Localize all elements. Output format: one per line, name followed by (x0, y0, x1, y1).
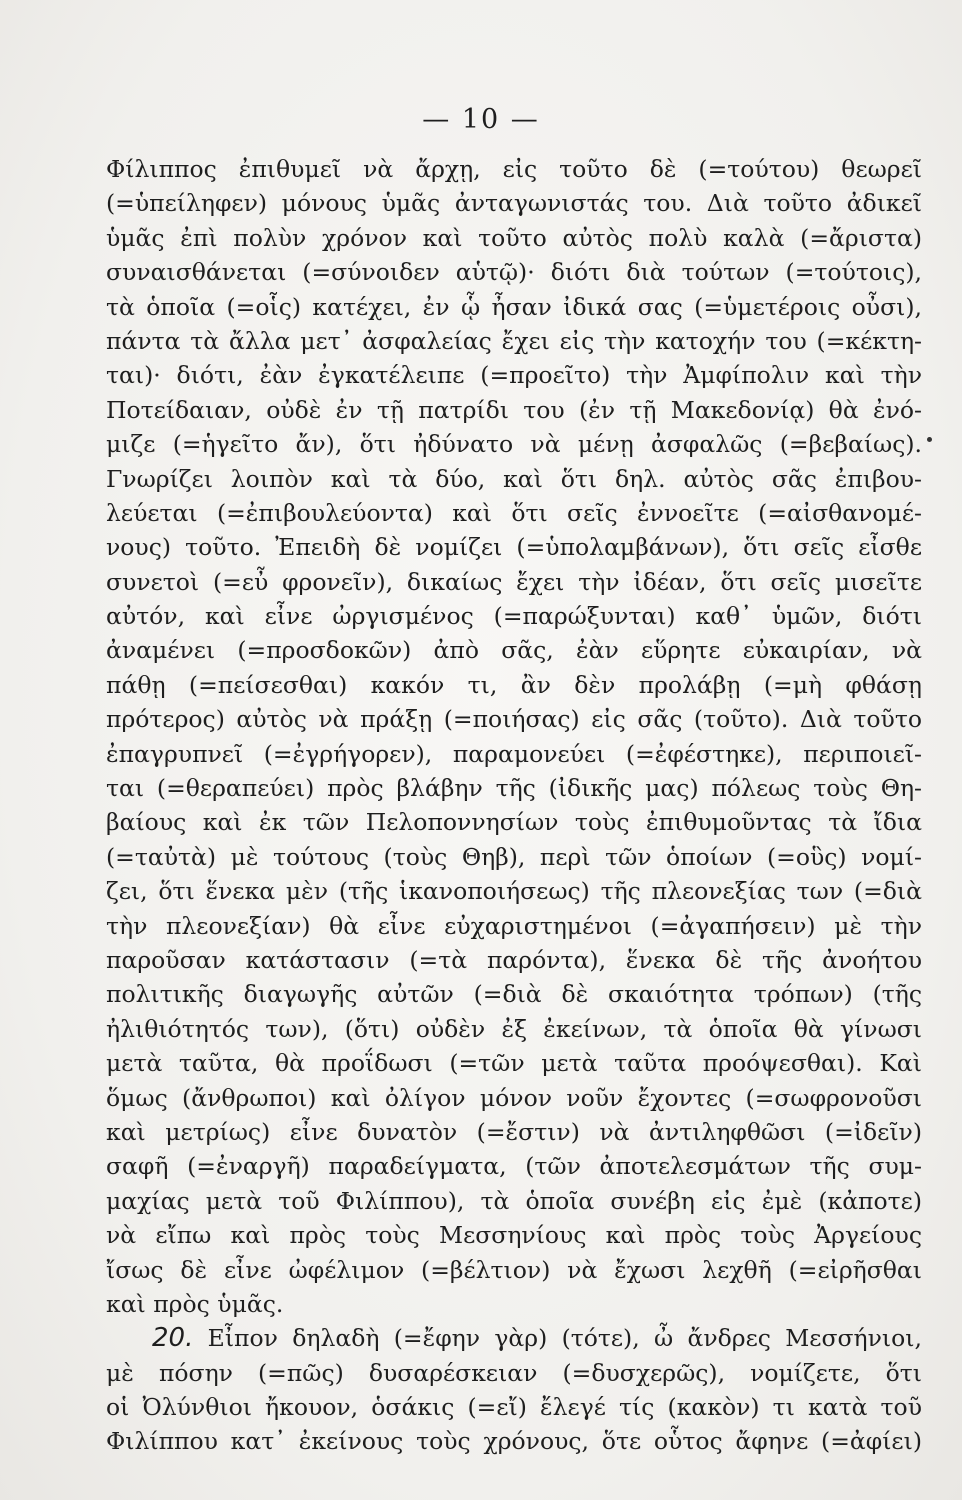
ink-speck (927, 437, 932, 442)
text-line: Φιλίππου κατ᾽ ἐκείνους τοὺς χρόνους, ὅτε οὗτος ἄφηνε (=ἀφίει) (106, 1427, 922, 1456)
text-line: Ποτείδαιαν, οὐδὲ ἐν τῇ πατρίδι του (ἐν τῇ Μακεδονίᾳ) θὰ ἐνό- (106, 395, 922, 424)
text-line: τὴν πλεονεξίαν) θὰ εἶνε εὐχαριστημένοι (=ἀγαπήσειν) μὲ τὴν (106, 911, 922, 940)
text-line: λεύεται (=ἐπιβουλεύοντα) καὶ ὅτι σεῖς ἐννοεῖτε (=αἰσθανομέ- (106, 498, 922, 527)
text-line: μαχίας μετὰ τοῦ Φιλίππου), τὰ ὁποῖα συνέβη εἰς ἐμὲ (κἀποτε) (106, 1186, 922, 1215)
text-line: πάντα τὰ ἄλλα μετ᾽ ἀσφαλείας ἔχει εἰς τὴν κατοχήν του (=κέκτη- (106, 326, 922, 355)
text-line: νὰ εἴπω καὶ πρὸς τοὺς Μεσσηνίους καὶ πρὸς τοὺς Ἀργείους (106, 1221, 922, 1250)
text-line: πρότερος) αὐτὸς νὰ πράξῃ (=ποιήσας) εἰς σᾶς (τοῦτο). Διὰ τοῦτο (106, 705, 922, 734)
text-line: ἴσως δὲ εἶνε ὠφέλιμον (=βέλτιον) νὰ ἔχωσι λεχθῆ (=εἰρῆσθαι (106, 1255, 922, 1284)
text-line: καὶ πρὸς ὑμᾶς. (106, 1289, 284, 1318)
text-line: ται (=θεραπεύει) πρὸς βλάβην τῆς (ἰδικῆς μας) πόλεως τοὺς Θη- (106, 774, 922, 803)
text-line: ται)· διότι, ἐὰν ἐγκατέλειπε (=προεῖτο) τὴν Ἀμφίπολιν καὶ τὴν (106, 361, 922, 390)
text-line: πάθῃ (=πείσεσθαι) κακόν τι, ἂν δὲν προλάβῃ (=μὴ φθάσῃ (106, 670, 922, 699)
text-line: βαίους καὶ ἐκ τῶν Πελοποννησίων τοὺς ἐπιθυμοῦντας τὰ ἴδια (106, 808, 922, 837)
text-line: αὐτόν, καὶ εἶνε ὠργισμένος (=παρώξυνται) καθ᾽ ὑμῶν, διότι (106, 602, 922, 631)
text-line: συνετοὶ (=εὖ φρονεῖν), δικαίως ἔχει τὴν ἰδέαν, ὅτι σεῖς μισεῖτε (106, 567, 922, 596)
text-line: Γνωρίζει λοιπὸν καὶ τὰ δύο, καὶ ὅτι δηλ. αὐτὸς σᾶς ἐπιβου- (106, 464, 922, 493)
text-line: τὰ ὁποῖα (=οἷς) κατέχει, ἐν ᾧ ἦσαν ἰδικά σας (=ὑμετέροις οὖσι), (106, 292, 922, 321)
text-line: πολιτικῆς διαγωγῆς αὐτῶν (=διὰ δὲ σκαιότητα τρόπων) (τῆς (106, 980, 922, 1009)
text-line: νους) τοῦτο. Ἐπειδὴ δὲ νομίζει (=ὑπολαμβάνων), ὅτι σεῖς εἶσθε (106, 533, 922, 562)
text-line: ζει, ὅτι ἕνεκα μὲν (τῆς ἱκανοποιήσεως) τῆς πλεονεξίας των (=διὰ (106, 877, 922, 906)
section-number: 20. (152, 1323, 194, 1354)
text-line: ὑμᾶς ἐπὶ πολὺν χρόνον καὶ τοῦτο αὐτὸς πολὺ καλὰ (=ἄριστα) (106, 223, 922, 252)
page-number: — 10 — (422, 104, 540, 135)
text-line: καὶ μετρίως) εἶνε δυνατὸν (=ἔστιν) νὰ ἀντιληφθῶσι (=ἰδεῖν) (106, 1117, 922, 1146)
text-line: (=ταὐτὰ) μὲ τούτους (τοὺς Θηβ), περὶ τῶν ὁποίων (=οὓς) νομί- (106, 842, 922, 871)
text-line: μιζε (=ἡγεῖτο ἄν), ὅτι ἠδύνατο νὰ μένῃ ἀσφαλῶς (=βεβαίως). (106, 430, 922, 459)
text-line: μετὰ ταῦτα, θὰ προΐδωσι (=τῶν μετὰ ταῦτα προόψεσθαι). Καὶ (106, 1049, 922, 1078)
text-line: σαφῆ (=ἐναργῆ) παραδείγματα, (τῶν ἀποτελεσμάτων τῆς συμ- (106, 1152, 922, 1181)
text-line: παροῦσαν κατάστασιν (=τὰ παρόντα), ἕνεκα δὲ τῆς ἀνοήτου (106, 945, 922, 974)
body-text (106, 152, 922, 1459)
section-text: Εἶπον δηλαδὴ (=ἔφην γὰρ) (τότε), ὦ ἄνδρες Μεσσήνιοι, (207, 1324, 922, 1353)
text-line: ἠλιθιότητός των), (ὅτι) οὐδὲν ἐξ ἐκείνων, τὰ ὁποῖα θὰ γίνωσι (106, 1014, 922, 1043)
text-line: (=ὑπείληφεν) μόνους ὑμᾶς ἀνταγωνιστάς του. Διὰ τοῦτο ἀδικεῖ (106, 189, 922, 218)
text-line: ὅμως (ἄνθρωποι) καὶ ὀλίγον μόνον νοῦν ἔχοντες (=σωφρονοῦσι (106, 1083, 922, 1112)
text-line: μὲ πόσην (=πῶς) δυσαρέσκειαν (=δυσχερῶς), νομίζετε, ὅτι (106, 1358, 922, 1387)
text-line: ἐπαγρυπνεῖ (=ἐγρήγορεν), παραμονεύει (=ἐφέστηκε), περιποιεῖ- (106, 739, 922, 768)
section-line (106, 1321, 922, 1355)
text-line: ἀναμένει (=προσδοκῶν) ἀπὸ σᾶς, ἐὰν εὕρητε εὐκαιρίαν, νὰ (106, 636, 922, 665)
text-line: οἱ Ὀλύνθιοι ἤκουον, ὁσάκις (=εἴ) ἔλεγέ τίς (κακὸν) τι κατὰ τοῦ (106, 1393, 922, 1422)
text-line: συναισθάνεται (=σύνοιδεν αὑτῷ)· διότι διὰ τούτων (=τούτοις), (106, 258, 922, 287)
text-line: Φίλιππος ἐπιθυμεῖ νὰ ἄρχῃ, εἰς τοῦτο δὲ (=τούτου) θεωρεῖ (106, 155, 922, 183)
